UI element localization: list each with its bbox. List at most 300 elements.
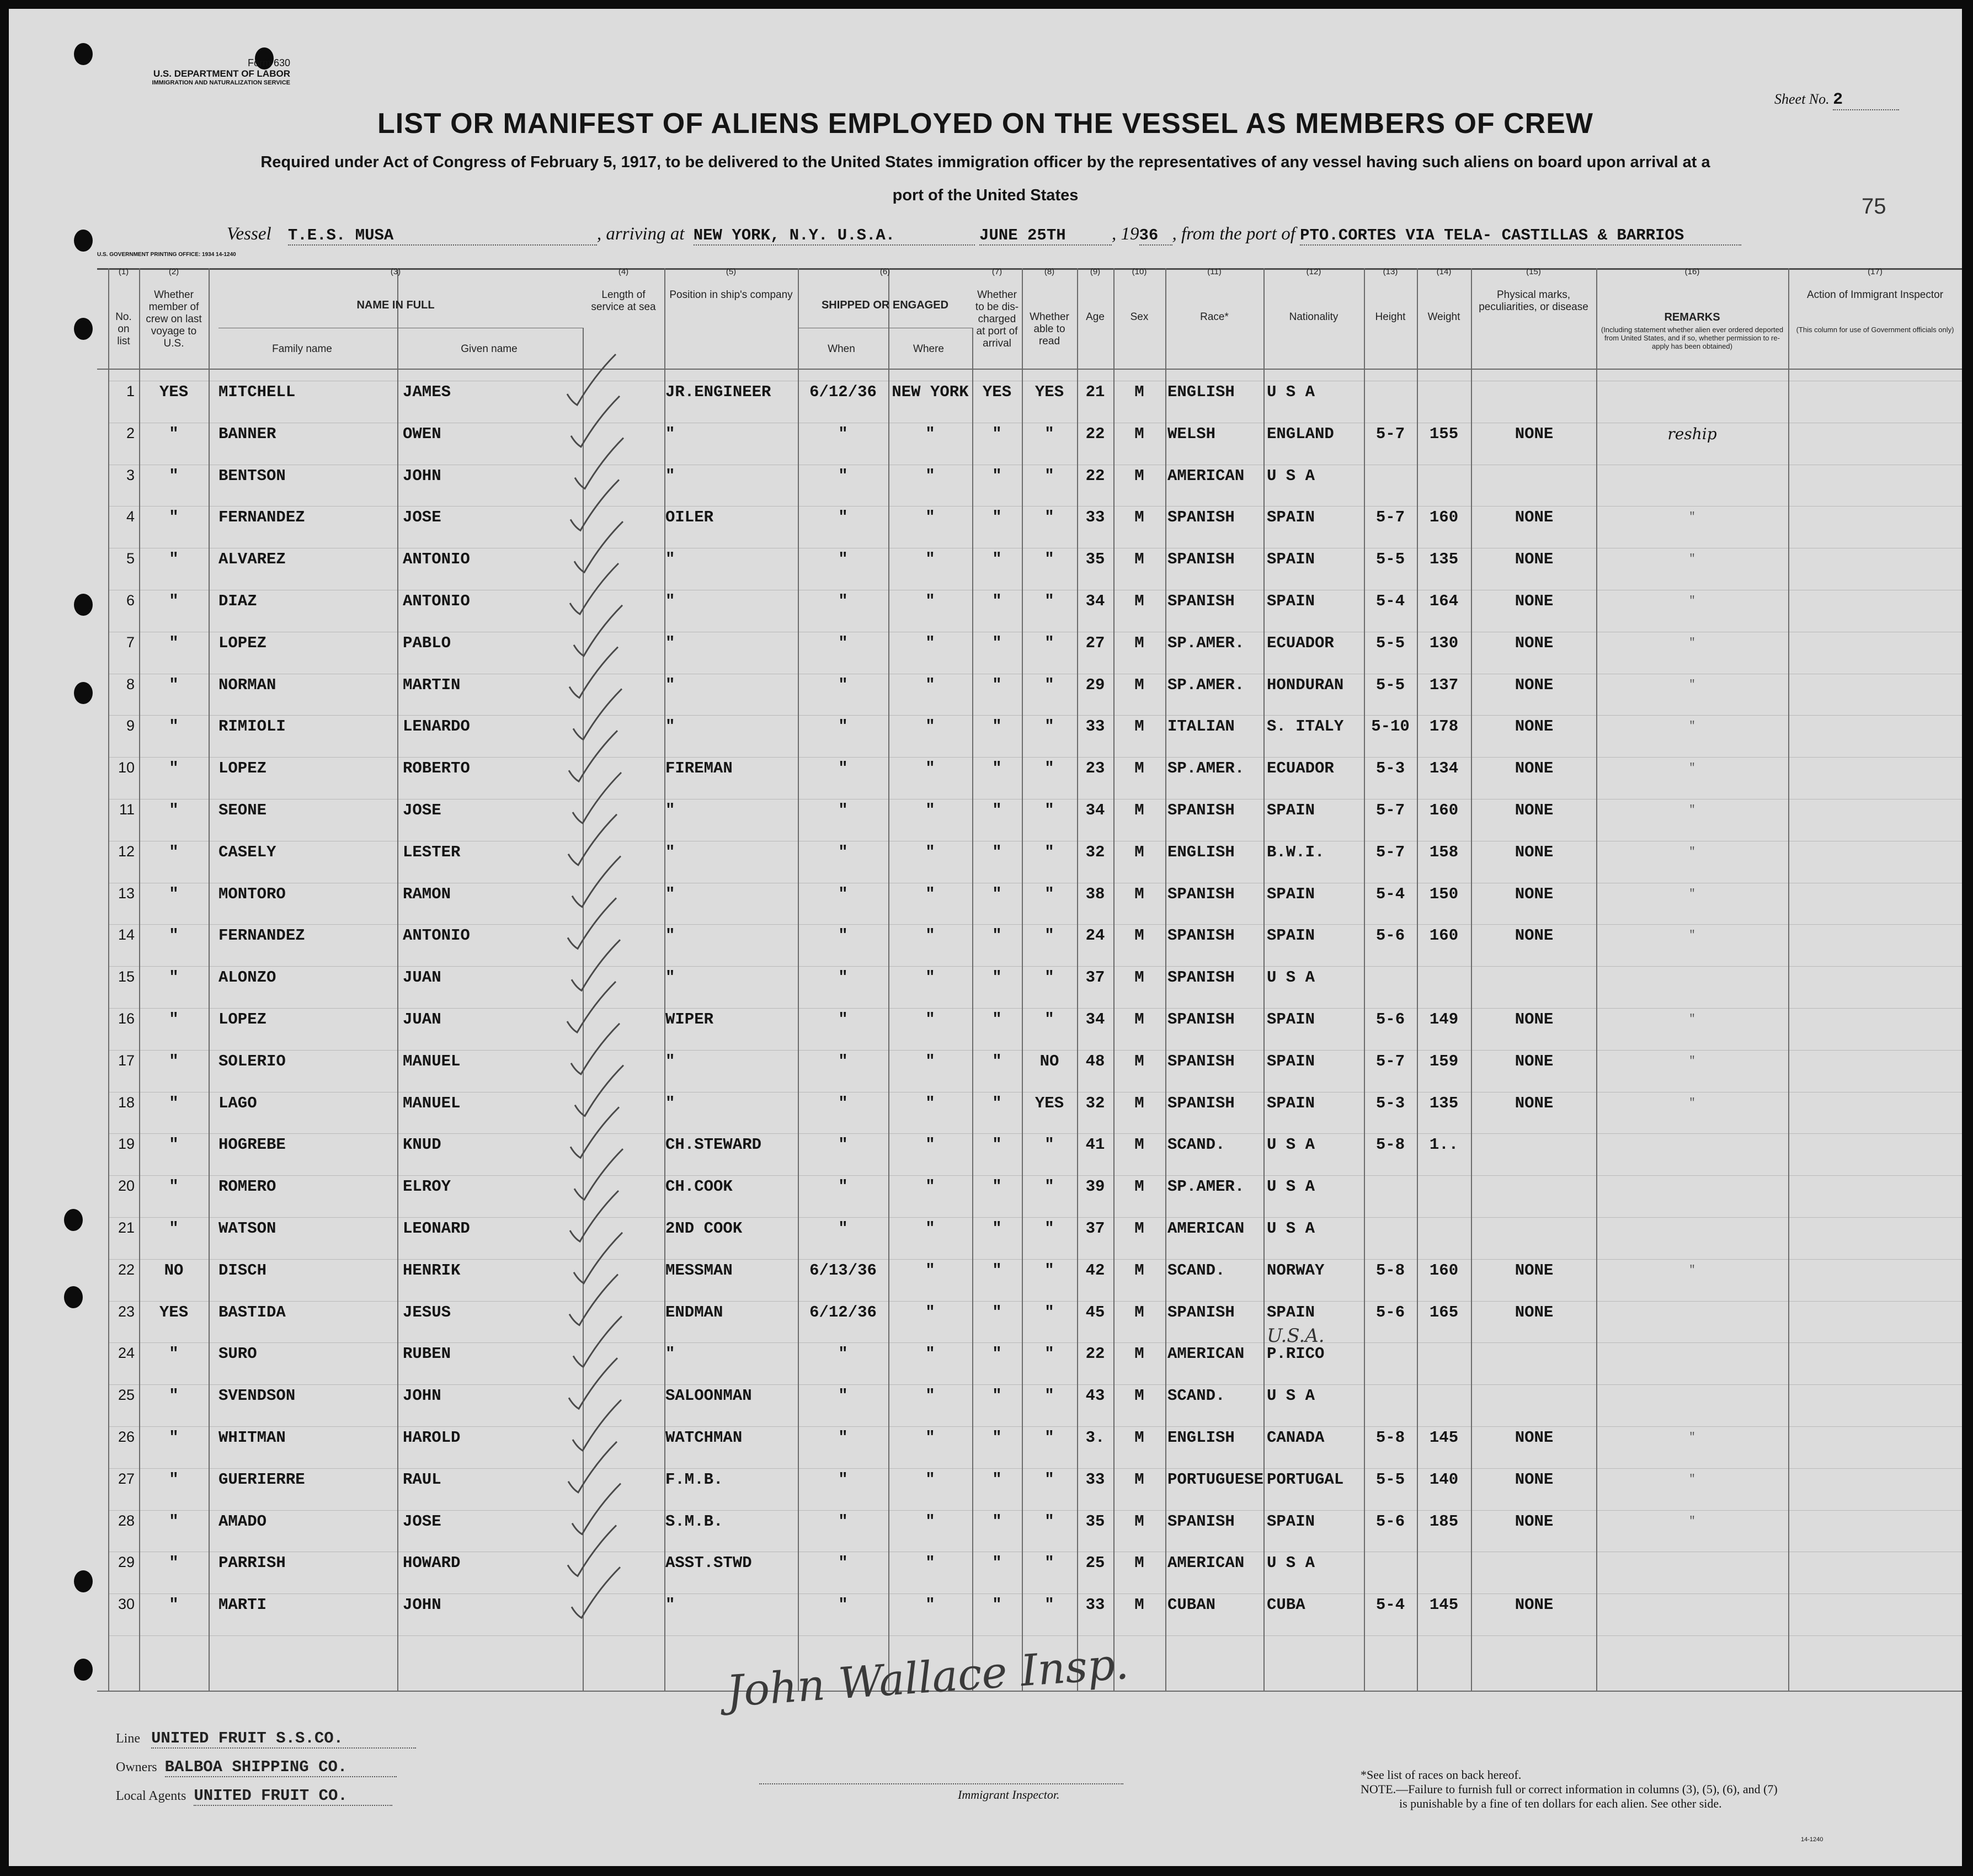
checkmark-icon <box>567 354 616 405</box>
cell-when: " <box>838 1512 848 1531</box>
cell-given: LEONARD <box>403 1219 470 1238</box>
row-number: 23 <box>118 1303 135 1320</box>
cell-where: " <box>925 1136 935 1154</box>
cell-read: " <box>1044 1219 1054 1238</box>
cell-prev: " <box>169 885 179 903</box>
column-number: (3) <box>390 267 401 276</box>
row-number: 25 <box>118 1387 135 1403</box>
column-header: Race* <box>1200 311 1229 323</box>
cell-prev: " <box>169 1554 179 1572</box>
cell-age: 22 <box>1085 425 1105 443</box>
cell-pos: S.M.B. <box>665 1512 723 1531</box>
cell-disch: " <box>992 759 1002 777</box>
cell-pos: CH.STEWARD <box>665 1136 762 1154</box>
cell-where: " <box>925 676 935 694</box>
cell-read: " <box>1044 1470 1054 1489</box>
column-header: Nationality <box>1289 311 1339 323</box>
cell-age: 45 <box>1085 1303 1105 1321</box>
cell-sex: M <box>1134 508 1144 526</box>
cell-family: RIMIOLI <box>218 717 286 736</box>
arrival-port: NEW YORK, N.Y. U.S.A. <box>694 226 975 246</box>
cell-family: BASTIDA <box>218 1303 286 1321</box>
cell-where: " <box>925 1470 935 1489</box>
cell-prev: " <box>169 676 179 694</box>
cell-sex: M <box>1134 1094 1144 1112</box>
cell-pos: SALOONMAN <box>665 1387 752 1405</box>
cell-weight: 160 <box>1429 926 1459 945</box>
cell-sex: M <box>1134 926 1144 945</box>
cell-height: 5-10 <box>1371 717 1410 736</box>
checkmark-icon <box>568 898 616 948</box>
cell-age: 43 <box>1085 1387 1105 1405</box>
column-header: REMARKS <box>1664 311 1720 323</box>
cell-pos: 2ND COOK <box>665 1219 743 1238</box>
cell-family: ALONZO <box>218 968 276 987</box>
cell-pos: " <box>665 926 675 945</box>
cell-family: AMADO <box>218 1512 267 1531</box>
row-number: 14 <box>118 926 135 943</box>
cell-when: 6/12/36 <box>809 383 877 401</box>
cell-remarks: " <box>1688 595 1695 607</box>
cell-sex: M <box>1134 1387 1144 1405</box>
cell-when: " <box>838 1429 848 1447</box>
cell-when: " <box>838 1387 848 1405</box>
cell-sex: M <box>1134 1596 1144 1614</box>
cell-height: 5-4 <box>1375 1596 1405 1614</box>
cell-prev: " <box>169 592 179 610</box>
cell-read: YES <box>1035 1094 1064 1112</box>
cell-race: SPANISH <box>1167 592 1235 610</box>
cell-sex: M <box>1134 1177 1144 1196</box>
row-number: 5 <box>126 550 135 567</box>
cell-prev: " <box>169 759 179 777</box>
cell-race: CUBAN <box>1167 1596 1216 1614</box>
cell-given: JOHN <box>403 1387 441 1405</box>
cell-pos: " <box>665 1052 675 1070</box>
checkmark-icon <box>569 1275 618 1325</box>
cell-weight: 160 <box>1429 801 1459 819</box>
cell-sex: M <box>1134 717 1144 736</box>
cell-nat: S. ITALY <box>1267 717 1344 736</box>
cell-remarks: " <box>1688 804 1695 817</box>
cell-given: ANTONIO <box>403 926 470 945</box>
row-number: 30 <box>118 1596 135 1612</box>
cell-family: WATSON <box>218 1219 276 1238</box>
column-number: (4) <box>618 267 629 276</box>
row-number: 29 <box>118 1554 135 1570</box>
cell-height: 5-7 <box>1375 843 1405 861</box>
cell-disch: " <box>992 1052 1002 1070</box>
cell-weight: 160 <box>1429 1261 1459 1280</box>
cell-given: JAMES <box>403 383 451 401</box>
row-number: 21 <box>118 1219 135 1236</box>
column-number: (16) <box>1684 267 1700 276</box>
cell-given: JOHN <box>403 467 441 485</box>
cell-disch: " <box>992 968 1002 987</box>
cell-race: SCAND. <box>1167 1136 1225 1154</box>
cell-race: SPANISH <box>1167 550 1235 568</box>
cell-pos: " <box>665 717 675 736</box>
cell-where: " <box>925 759 935 777</box>
row-number: 26 <box>118 1429 135 1445</box>
cell-given: JUAN <box>403 1010 441 1028</box>
cell-weight: 145 <box>1429 1596 1459 1614</box>
cell-pos: ASST.STWD <box>665 1554 752 1572</box>
cell-race: AMERICAN <box>1167 1345 1245 1363</box>
cell-when: 6/12/36 <box>809 1303 877 1321</box>
cell-disch: " <box>992 1010 1002 1028</box>
line-field <box>116 1729 416 1749</box>
inspector-label: Immigrant Inspector. <box>958 1788 1060 1802</box>
cell-sex: M <box>1134 1052 1144 1070</box>
line-label: Line <box>116 1731 140 1746</box>
row-number: 2 <box>126 425 135 441</box>
cell-family: LAGO <box>218 1094 257 1112</box>
cell-when: " <box>838 425 848 443</box>
cell-nat: SPAIN <box>1267 1052 1315 1070</box>
cell-age: 33 <box>1085 508 1105 526</box>
cell-disch: " <box>992 843 1002 861</box>
cell-marks: NONE <box>1515 550 1554 568</box>
cell-sex: M <box>1134 634 1144 652</box>
cell-disch: " <box>992 676 1002 694</box>
row-number: 12 <box>118 843 135 860</box>
checkmark-icon <box>567 982 616 1032</box>
cell-prev: YES <box>159 383 189 401</box>
cell-age: 42 <box>1085 1261 1105 1280</box>
column-header: Whether able to read <box>1030 311 1069 347</box>
cell-sex: M <box>1134 550 1144 568</box>
cell-prev: " <box>169 1512 179 1531</box>
cell-given: RUBEN <box>403 1345 451 1363</box>
cell-family: NORMAN <box>218 676 276 694</box>
column-header: Height <box>1375 311 1406 323</box>
row-number: 9 <box>126 717 135 734</box>
cell-marks: NONE <box>1515 1261 1554 1280</box>
row-number: 6 <box>126 592 135 609</box>
cell-sex: M <box>1134 968 1144 987</box>
cell-family: BENTSON <box>218 467 286 485</box>
cell-prev: " <box>169 926 179 945</box>
cell-weight: 135 <box>1429 550 1459 568</box>
cell-disch: " <box>992 1470 1002 1489</box>
cell-disch: " <box>992 425 1002 443</box>
cell-disch: " <box>992 592 1002 610</box>
cell-race: SPANISH <box>1167 1094 1235 1112</box>
cell-disch: " <box>992 1387 1002 1405</box>
cell-sex: M <box>1134 1429 1144 1447</box>
cell-disch: " <box>992 634 1002 652</box>
cell-marks: NONE <box>1515 843 1554 861</box>
cell-weight: 130 <box>1429 634 1459 652</box>
cell-read: " <box>1044 1429 1054 1447</box>
cell-sex: M <box>1134 1554 1144 1572</box>
vessel-name: T.E.S. MUSA <box>288 226 597 246</box>
cell-prev: " <box>169 1596 179 1614</box>
cell-pos: " <box>665 885 675 903</box>
cell-family: MONTORO <box>218 885 286 903</box>
cell-read: " <box>1044 1345 1054 1363</box>
cell-disch: " <box>992 550 1002 568</box>
cell-family: ROMERO <box>218 1177 276 1196</box>
arrival-date: JUNE 25TH <box>979 226 1112 246</box>
cell-remarks: " <box>1688 637 1695 649</box>
cell-read: " <box>1044 592 1054 610</box>
column-header-note: (Including statement whether alien ever ordered deported from United States, and if so, whether permission to re-apply has been obtained) <box>1601 326 1784 350</box>
cell-sex: M <box>1134 467 1144 485</box>
cell-weight: 140 <box>1429 1470 1459 1489</box>
cell-given: MARTIN <box>403 676 461 694</box>
cell-prev: " <box>169 717 179 736</box>
cell-marks: NONE <box>1515 676 1554 694</box>
cell-read: " <box>1044 550 1054 568</box>
cell-race: ENGLISH <box>1167 843 1235 861</box>
owners-field <box>116 1758 397 1777</box>
cell-weight: 159 <box>1429 1052 1459 1070</box>
cell-read: " <box>1044 1554 1054 1572</box>
cell-where: " <box>925 717 935 736</box>
cell-nat: SPAIN <box>1267 801 1315 819</box>
checkmark-icon <box>570 1107 619 1158</box>
cell-nat: SPAIN <box>1267 1094 1315 1112</box>
cell-where: " <box>925 425 935 443</box>
cell-nat: PORTUGAL <box>1267 1470 1344 1489</box>
cell-where: " <box>925 467 935 485</box>
note-text-2: is punishable by a fine of ten dollars for each alien. See other side. <box>1399 1797 1722 1810</box>
cell-disch: " <box>992 1512 1002 1531</box>
cell-race: AMERICAN <box>1167 1554 1245 1572</box>
cell-family: MITCHELL <box>218 383 296 401</box>
cell-given: JOSE <box>403 508 441 526</box>
nationality-correction: U.S.A. <box>1267 1325 1325 1347</box>
cell-pos: " <box>665 1094 675 1112</box>
cell-age: 35 <box>1085 550 1105 568</box>
row-number: 4 <box>126 508 135 525</box>
cell-when: " <box>838 717 848 736</box>
cell-family: WHITMAN <box>218 1429 286 1447</box>
cell-race: AMERICAN <box>1167 467 1245 485</box>
cell-nat: CUBA <box>1267 1596 1305 1614</box>
cell-remarks: " <box>1688 720 1695 733</box>
cell-where: " <box>925 1429 935 1447</box>
cell-given: RAUL <box>403 1470 441 1489</box>
cell-height: 5-5 <box>1375 676 1405 694</box>
cell-given: JUAN <box>403 968 441 987</box>
cell-pos: " <box>665 425 675 443</box>
checkmark-icon <box>568 1525 616 1576</box>
cell-height: 5-5 <box>1375 634 1405 652</box>
cell-when: " <box>838 592 848 610</box>
cell-when: " <box>838 1010 848 1028</box>
cell-when: " <box>838 1596 848 1614</box>
column-number: (13) <box>1383 267 1398 276</box>
cell-weight: 150 <box>1429 885 1459 903</box>
cell-sex: M <box>1134 425 1144 443</box>
page-title: LIST OR MANIFEST OF ALIENS EMPLOYED ON THE VESSEL AS MEMBERS OF CREW <box>377 108 1593 140</box>
cell-weight: 137 <box>1429 676 1459 694</box>
cell-age: 21 <box>1085 383 1105 401</box>
cell-when: " <box>838 843 848 861</box>
cell-when: " <box>838 1219 848 1238</box>
cell-pos: " <box>665 592 675 610</box>
cell-prev: " <box>169 425 179 443</box>
cell-read: " <box>1044 885 1054 903</box>
column-number: (6) <box>879 267 890 276</box>
service-checkmarks <box>9 9 1962 1866</box>
column-number: (15) <box>1526 267 1541 276</box>
cell-disch: " <box>992 1136 1002 1154</box>
cell-when: " <box>838 508 848 526</box>
cell-read: " <box>1044 467 1054 485</box>
cell-where: " <box>925 1177 935 1196</box>
cell-where: " <box>925 843 935 861</box>
cell-age: 34 <box>1085 801 1105 819</box>
cell-where: " <box>925 1010 935 1028</box>
cell-age: 34 <box>1085 592 1105 610</box>
cell-race: SPANISH <box>1167 1303 1235 1321</box>
owners-label: Owners <box>116 1760 157 1774</box>
cell-weight: 178 <box>1429 717 1459 736</box>
cell-remarks: reship <box>1667 425 1717 443</box>
checkmark-icon <box>568 1442 617 1493</box>
cell-family: SOLERIO <box>218 1052 286 1070</box>
column-header: Weight <box>1427 311 1460 323</box>
cell-race: ENGLISH <box>1167 383 1235 401</box>
cell-family: SEONE <box>218 801 267 819</box>
cell-given: PABLO <box>403 634 451 652</box>
note-label: NOTE. <box>1361 1782 1396 1796</box>
cell-age: 35 <box>1085 1512 1105 1531</box>
cell-age: 29 <box>1085 676 1105 694</box>
owners-value: BALBOA SHIPPING CO. <box>165 1758 397 1777</box>
cell-nat: SPAIN <box>1267 550 1315 568</box>
cell-remarks: " <box>1688 1515 1695 1528</box>
printing-office: U.S. GOVERNMENT PRINTING OFFICE: 1934 14-1240 <box>97 252 236 258</box>
cell-sex: M <box>1134 1219 1144 1238</box>
cell-race: SPANISH <box>1167 508 1235 526</box>
cell-height: 5-5 <box>1375 1470 1405 1489</box>
cell-sex: M <box>1134 1010 1144 1028</box>
column-subheader: Where <box>913 343 944 355</box>
cell-race: SP.AMER. <box>1167 759 1245 777</box>
cell-pos: " <box>665 801 675 819</box>
cell-disch: " <box>992 1554 1002 1572</box>
cell-pos: " <box>665 634 675 652</box>
cell-nat: U S A <box>1267 383 1315 401</box>
cell-remarks: " <box>1688 1055 1695 1068</box>
cell-remarks: " <box>1688 553 1695 566</box>
cell-nat: U S A <box>1267 467 1315 485</box>
cell-pos: JR.ENGINEER <box>665 383 771 401</box>
cell-read: " <box>1044 1261 1054 1280</box>
cell-marks: NONE <box>1515 1303 1554 1321</box>
cell-given: OWEN <box>403 425 441 443</box>
cell-read: " <box>1044 843 1054 861</box>
cell-where: " <box>925 1094 935 1112</box>
cell-age: 37 <box>1085 1219 1105 1238</box>
row-number: 15 <box>118 968 135 985</box>
cell-when: " <box>838 1470 848 1489</box>
cell-marks: NONE <box>1515 592 1554 610</box>
cell-sex: M <box>1134 1261 1144 1280</box>
inspector-signature: John Wallace Insp. <box>724 1639 1131 1717</box>
cell-nat: U S A <box>1267 1219 1315 1238</box>
cell-pos: MESSMAN <box>665 1261 733 1280</box>
cell-age: 38 <box>1085 885 1105 903</box>
cell-prev: NO <box>164 1261 184 1280</box>
column-number: (17) <box>1868 267 1883 276</box>
cell-race: AMERICAN <box>1167 1219 1245 1238</box>
cell-given: JESUS <box>403 1303 451 1321</box>
cell-prev: " <box>169 1219 179 1238</box>
cell-pos: " <box>665 968 675 987</box>
manifest-sheet <box>9 9 1962 1866</box>
cell-pos: CH.COOK <box>665 1177 733 1196</box>
cell-sex: M <box>1134 1470 1144 1489</box>
cell-age: 34 <box>1085 1010 1105 1028</box>
checkmark-icon <box>570 479 619 530</box>
cell-nat: SPAIN <box>1267 508 1315 526</box>
cell-sex: M <box>1134 885 1144 903</box>
cell-marks: NONE <box>1515 1470 1554 1489</box>
cell-where: " <box>925 634 935 652</box>
checkmark-icon <box>570 1191 618 1241</box>
cell-height: 5-4 <box>1375 885 1405 903</box>
cell-race: SPANISH <box>1167 926 1235 945</box>
cell-weight: 158 <box>1429 843 1459 861</box>
cell-read: " <box>1044 1177 1054 1196</box>
column-header: Age <box>1086 311 1105 323</box>
cell-disch: " <box>992 1303 1002 1321</box>
cell-where: " <box>925 1554 935 1572</box>
cell-family: HOGREBE <box>218 1136 286 1154</box>
cell-prev: YES <box>159 1303 189 1321</box>
cell-age: 32 <box>1085 843 1105 861</box>
cell-sex: M <box>1134 1303 1144 1321</box>
cell-weight: 155 <box>1429 425 1459 443</box>
cell-race: SPANISH <box>1167 1010 1235 1028</box>
cell-read: " <box>1044 1303 1054 1321</box>
cell-read: " <box>1044 1010 1054 1028</box>
cell-weight: 160 <box>1429 508 1459 526</box>
cell-marks: NONE <box>1515 1512 1554 1531</box>
column-header: Length of service at sea <box>591 289 656 313</box>
cell-read: " <box>1044 1596 1054 1614</box>
cell-family: SURO <box>218 1345 257 1363</box>
column-header: NAME IN FULL <box>356 299 435 311</box>
row-number: 18 <box>118 1094 135 1111</box>
cell-nat: P.RICO <box>1267 1345 1325 1363</box>
subtitle-line-2: port of the United States <box>892 186 1079 204</box>
cell-nat: U S A <box>1267 968 1315 987</box>
column-number: (9) <box>1090 267 1101 276</box>
checkmark-icon <box>568 814 617 865</box>
cell-read: " <box>1044 968 1054 987</box>
cell-height: 5-3 <box>1375 759 1405 777</box>
cell-nat: U S A <box>1267 1136 1315 1154</box>
cell-prev: " <box>169 1387 179 1405</box>
column-header: Physical marks, peculiarities, or disease <box>1479 289 1588 313</box>
cell-nat: U S A <box>1267 1554 1315 1572</box>
cell-age: 39 <box>1085 1177 1105 1196</box>
race-note: *See list of races on back hereof. <box>1361 1768 1522 1782</box>
cell-pos: " <box>665 550 675 568</box>
cell-remarks: " <box>1688 679 1695 691</box>
cell-disch: " <box>992 1261 1002 1280</box>
cell-prev: " <box>169 968 179 987</box>
cell-race: SPANISH <box>1167 885 1235 903</box>
cell-prev: " <box>169 508 179 526</box>
